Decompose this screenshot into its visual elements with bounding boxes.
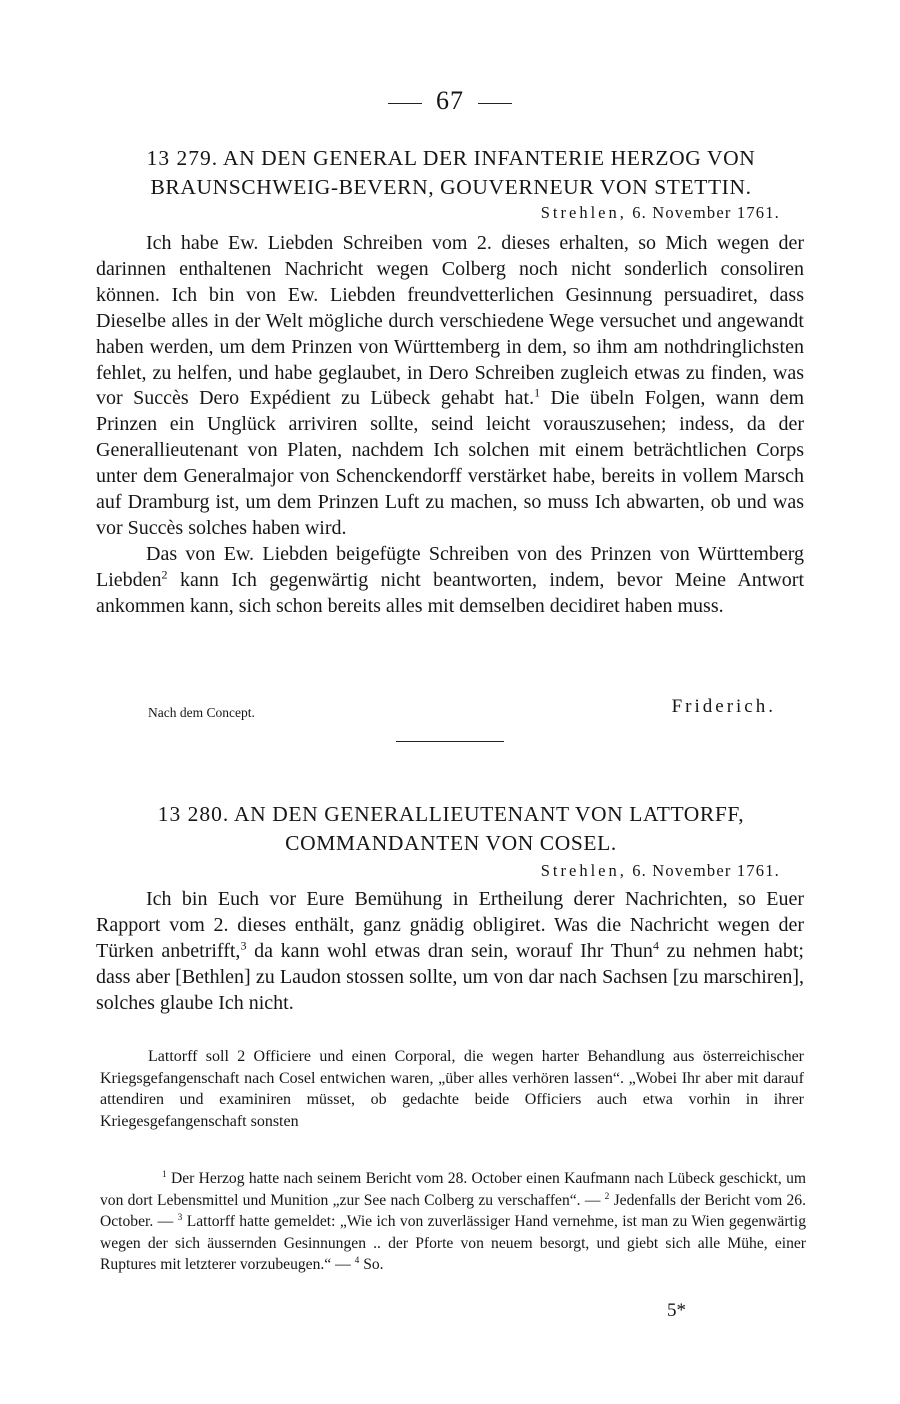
letter-2-heading-line2: COMMANDANTEN VON COSEL.: [285, 831, 617, 855]
footnote-1-mark: 1: [162, 1169, 167, 1180]
footnote-ref-2: 2: [161, 567, 168, 582]
letter-2-paragraph-1-a: Ich bin Euch vor Eure Bemühung in Ertheilung derer Nachrichten, so Euer Rapport vom 2. dieses enthält, ganz gnädig obligiret. Was die Nachricht wegen der Türken anbetrifft,: [96, 888, 804, 962]
letter-1-paragraph-2-b: kann Ich gegenwärtig nicht beantworten, indem, bevor Meine Antwort ankommen kann, sich schon bereits alles mit demselben decidiret haben muss.: [96, 568, 804, 617]
letter-2-heading: [96, 800, 806, 858]
letter-1-body: [96, 231, 804, 620]
section-divider: [396, 741, 504, 742]
footnote-ref-4: 4: [652, 938, 659, 953]
page-number-dash-right: [478, 103, 512, 104]
letter-2-dateline: [380, 861, 780, 881]
letter-2-place: Strehlen,: [540, 861, 627, 880]
letter-1-paragraph-1: [96, 231, 804, 542]
letter-1-paragraph-1-cont: Die übeln Folgen, wann dem Prinzen ein Unglück arriviren sollte, seind leicht vorauszusehen; indess, da der Generallieutenant von Platen, nachdem Ich solchen mit einem beträchtlichen Corps unter dem Generalmajor von Schenckendorff verstärket habe, bereits in vollem Marsch auf Dramburg ist, um dem Prinzen Luft zu machen, so muss Ich abwarten, ob und was vor Succès solches haben wird.: [96, 387, 804, 539]
footnotes-text: [100, 1168, 806, 1276]
letter-1-place: Strehlen,: [540, 203, 627, 222]
letter-2-number: 13 280.: [157, 802, 230, 826]
page-number-dash-left: [388, 103, 422, 104]
footnote-2-mark: 2: [604, 1191, 610, 1202]
letter-2-body: [96, 887, 804, 1017]
letter-1-heading: [96, 144, 806, 202]
letter-1-paragraph-2-a: Das von Ew. Liebden beigefügte Schreiben von des Prinzen von Württemberg Liebden: [96, 542, 804, 591]
footnote-4-text: So.: [359, 1256, 384, 1273]
page-number-text: 67: [436, 86, 464, 115]
footnote-ref-1: 1: [534, 385, 541, 400]
footnote-ref-3: 3: [240, 938, 247, 953]
letter-2-summary-text: Lattorff soll 2 Officiere und einen Corporal, die wegen harter Behandlung aus österreichischer Kriegsgefangenschaft nach Cosel entwichen waren, „über alles verhören lassen“. „Wobei Ihr aber mit darauf attendiren und examiniren müsset, ob gedachte beide Officiers auch etwa vorhin in ihrer Kriegesgefangenschaft sonsten: [100, 1048, 804, 1130]
sheet-signature: 5*: [667, 1300, 686, 1321]
footnote-3-text: Lattorff hatte gemeldet: „Wie ich von zuverlässiger Hand vernehme, ist man zu Wien gegenwärtig wegen der sich äussernden Gesinnungen .. der Pforte von neuem besorgt, und giebt sich alle Mühe, einer Ruptures mit letzterer vorzubeugen.“ —: [100, 1213, 806, 1273]
letter-2-heading-text1: AN DEN GENERALLIEUTENANT VON LATTORFF,: [234, 802, 745, 826]
page-number: [0, 86, 900, 116]
footnotes: [100, 1168, 806, 1276]
footnote-4-mark: 4: [354, 1255, 360, 1266]
letter-1-heading-text1: AN DEN GENERAL DER INFANTERIE HERZOG VON: [222, 146, 756, 170]
footnote-3-mark: 3: [177, 1212, 183, 1223]
letter-1-paragraph-2: [96, 542, 804, 620]
letter-1-paragraph-1-text: Ich habe Ew. Liebden Schreiben vom 2. dieses erhalten, so Mich wegen der darinnen enthaltenen Nachricht wegen Colberg noch nicht sonderlich consoliren können. Ich bin von Ew. Liebden freundvetterlichen Gesinnung persuadiret, dass Dieselbe alles in der Welt mögliche durch verschiedene Wege versuchet und angewandt haben werden, um dem Prinzen von Württemberg in dem, so ihm am nothdringlichsten fehlet, zu helfen, und habe geglaubet, in Dero Schreiben zugleich etwas zu finden, was vor Succès Dero Expédient zu Lübeck gehabt hat.: [96, 232, 804, 410]
letter-1-dateline: [380, 203, 780, 223]
letter-2-paragraph-1-c: zu nehmen habt; dass aber [Bethlen] zu Laudon stossen sollte, um von dar nach Sachsen [zu marschiren], solches glaube Ich nicht.: [96, 939, 804, 1014]
letter-1-date: 6. November 1761.: [632, 203, 780, 222]
letter-2-summary: [100, 1046, 804, 1132]
letter-1-heading-line1: [96, 144, 806, 173]
letter-1-signature: Friderich.: [671, 696, 776, 717]
footnote-1-text: Der Herzog hatte nach seinem Bericht vom 28. October einen Kaufmann nach Lübeck geschickt, um von dort Lebensmittel und Munition „zur See nach Colberg zu verschaffen“. —: [100, 1170, 806, 1209]
letter-2-heading-line1: [96, 800, 806, 829]
letter-1-source: Nach dem Concept.: [148, 705, 255, 720]
letter-2-paragraph-1-b: da kann wohl etwas dran sein, worauf Ihr Thun: [246, 939, 653, 962]
letter-2-date: 6. November 1761.: [632, 861, 780, 880]
letter-1-number: 13 279.: [146, 146, 219, 170]
letter-2-paragraph-1: [96, 887, 804, 1017]
footnote-2-text: Jedenfalls der Bericht vom 26. October. —: [100, 1191, 806, 1230]
letter-1-heading-line2: BRAUNSCHWEIG-BEVERN, GOUVERNEUR VON STETTIN.: [150, 175, 752, 199]
